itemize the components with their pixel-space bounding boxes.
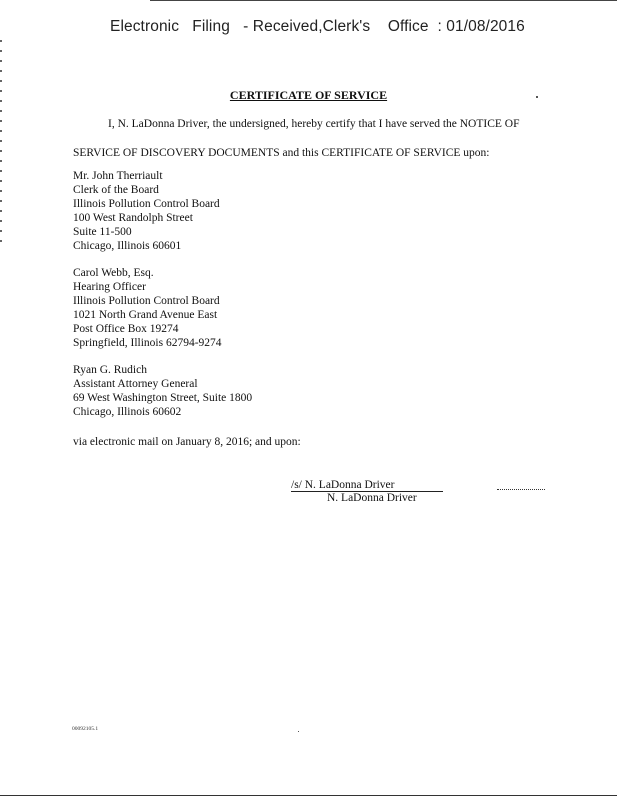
signature-line: /s/ N. LaDonna Driver <box>291 479 443 492</box>
recipient-line: Ryan G. Rudich <box>73 364 147 376</box>
recipient-block-3 <box>73 364 252 420</box>
recipient-line: Chicago, Illinois 60601 <box>73 239 182 252</box>
recipient-line: 1021 North Grand Avenue East <box>73 308 218 321</box>
stray-mark <box>536 96 538 98</box>
signature-date-line <box>497 489 545 490</box>
stray-mark <box>298 731 299 732</box>
intro-line-2: SERVICE OF DISCOVERY DOCUMENTS and this CERTIFICATE OF SERVICE upon: <box>73 147 490 159</box>
recipient-line: Assistant Attorney General <box>73 377 198 390</box>
service-method-line: via electronic mail on January 8, 2016; and upon: <box>73 436 301 448</box>
recipient-line: Suite 11-500 <box>73 225 132 238</box>
recipient-block-1 <box>73 170 220 253</box>
scan-bottom-edge <box>0 795 617 796</box>
recipient-line: 69 West Washington Street, Suite 1800 <box>73 391 253 404</box>
recipient-line: Hearing Officer <box>73 280 146 293</box>
filing-stamp: Electronic Filing - Received,Clerk's Office : 01/08/2016 <box>110 18 525 35</box>
recipient-line: 100 West Randolph Street <box>73 211 193 224</box>
document-footer-code: 00092105.1 <box>72 726 99 732</box>
intro-line-1: I, N. LaDonna Driver, the undersigned, hereby certify that I have served the NOTICE OF <box>108 118 520 130</box>
recipient-line: Chicago, Illinois 60602 <box>73 405 182 418</box>
recipient-line: Springfield, Illinois 62794-9274 <box>73 336 222 349</box>
scan-left-margin-marks <box>0 40 2 250</box>
recipient-block-2 <box>73 267 222 350</box>
recipient-line: Illinois Pollution Control Board <box>73 294 220 307</box>
document-title: CERTIFICATE OF SERVICE <box>229 88 388 102</box>
recipient-line: Post Office Box 19274 <box>73 322 179 335</box>
scan-top-edge <box>150 0 617 1</box>
recipient-line: Carol Webb, Esq. <box>73 267 154 279</box>
recipient-line: Clerk of the Board <box>73 183 159 196</box>
signer-name: N. LaDonna Driver <box>327 492 417 504</box>
recipient-line: Mr. John Therriault <box>73 170 163 182</box>
recipient-line: Illinois Pollution Control Board <box>73 197 220 210</box>
